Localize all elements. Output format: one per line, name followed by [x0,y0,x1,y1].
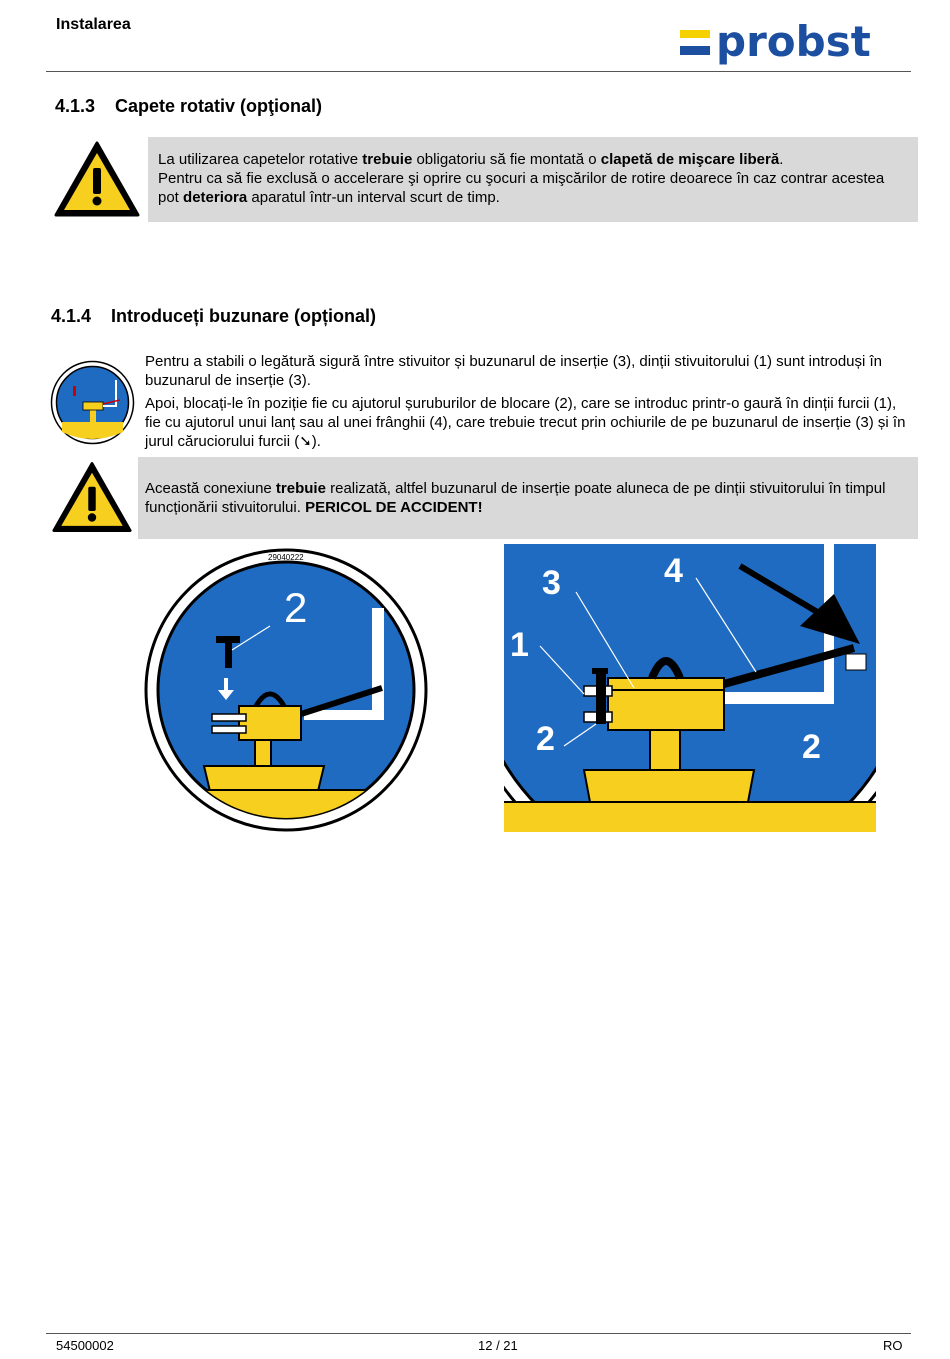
section-number: 4.1.4 [51,306,92,326]
arrow-icon: ➘ [299,432,312,450]
warning-box-413: La utilizarea capetelor rotative trebuie obligatoriu să fie montată o clapetă de mişcare liberă. Pentru ca să fie exclusă o accelerare şi oprire cu şocuri a mişcărilor de rotire deoarece în caz contrar acestea pot deteriora aparatul într-un interval scurt de timp. [148,137,918,222]
header-rule [46,71,911,72]
callout-label: 2 [802,728,821,766]
section-title: Capete rotativ (opţional) [115,96,323,116]
callout-label: 2 [536,720,555,758]
callout-label: 3 [542,564,561,602]
figure-code: 29040222 [268,553,304,562]
header-section-title: Instalarea [56,16,131,33]
section-heading-414 [51,306,376,327]
section-414-body [145,352,915,455]
footer-rule [46,1333,911,1334]
warning-box-414: Această conexiune trebuie realizată, altfel buzunarul de inserție poate aluneca de pe dinții stivuitorului în timpul funcționării stivuitorului. PERICOL DE ACCIDENT! [138,457,918,539]
footer-page-number: 12 / 21 [478,1338,518,1353]
instruction-sign-icon [50,360,135,445]
figure-chain-connection [504,544,876,832]
paragraph: Pentru a stabili o legătură sigură între stivuitor și buzunarul de inserție (3), dinții stivuitorului (1) sunt introduși în buzunarul de inserție (3). [145,353,883,389]
footer-doc-number: 54500002 [56,1338,114,1353]
footer-language: RO [883,1338,903,1353]
callout-label: 4 [664,552,683,590]
figure-locking-bolt [144,548,428,832]
callout-label: 1 [510,626,529,664]
logo-text: probst [716,20,871,66]
section-heading-413 [55,96,322,117]
section-title: Introduceți buzunare (opțional) [111,306,376,326]
section-number: 4.1.3 [55,96,96,116]
callout-label: 2 [284,584,308,631]
probst-logo [680,20,904,68]
warning-triangle-icon [51,460,133,534]
paragraph: Apoi, blocați-le în poziție fie cu ajutorul șuruburilor de blocare (2), care se introduc printr-o gaură în dinții furcii (1), fie cu ajutorul unui lanț sau al unei frânghii (4), care trebuie trecut prin ochiurile de pe buzunarul de inserție (3) și în jurul căruciorului furcii (➘). [145,395,906,450]
warning-triangle-icon [53,140,141,218]
